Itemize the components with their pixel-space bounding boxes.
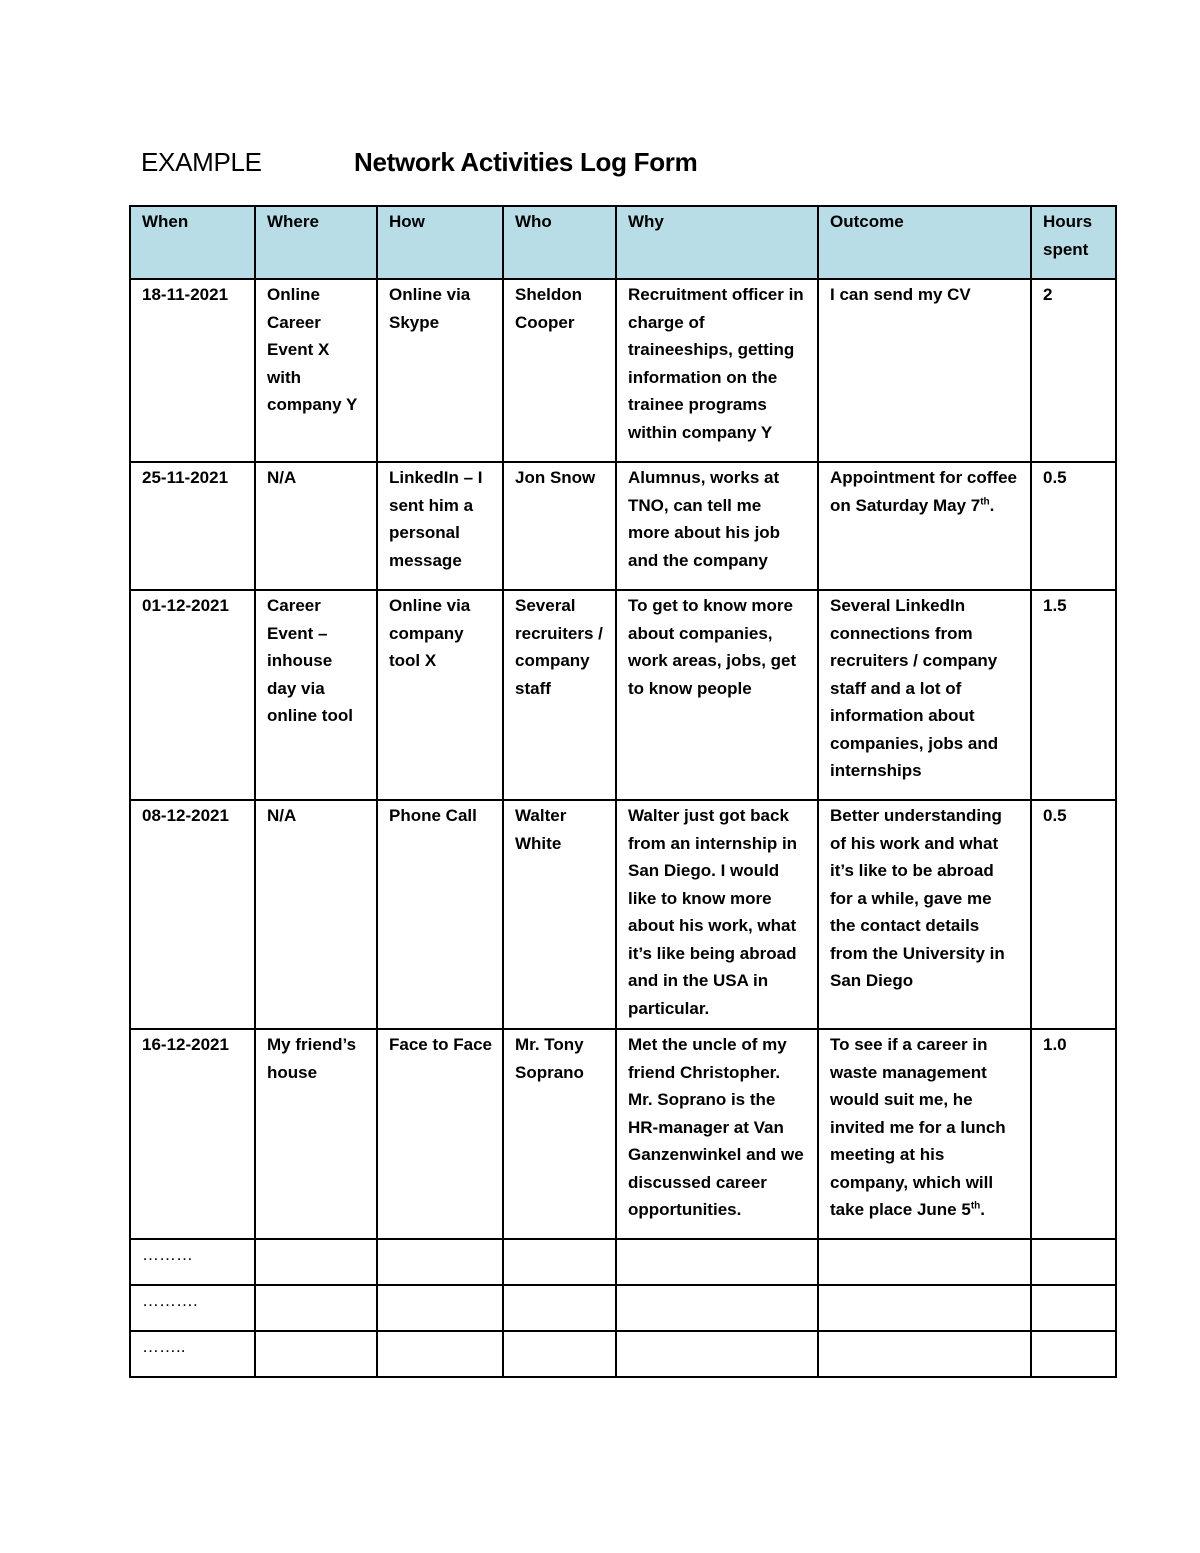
column-header-outcome: Outcome (818, 206, 1031, 279)
cell-when: 25-11-2021 (130, 462, 255, 590)
outcome-punctuation: . (989, 495, 995, 515)
empty-cell (255, 1285, 377, 1331)
column-header-how: How (377, 206, 503, 279)
column-header-why: Why (616, 206, 818, 279)
ordinal-suffix: th (980, 495, 990, 507)
table-row (130, 800, 1116, 1029)
column-header-hours-spent: Hours spent (1031, 206, 1116, 279)
cell-where: N/A (255, 800, 377, 1029)
cell-outcome (818, 462, 1031, 590)
cell-why: Recruitment officer in charge of traineeships, getting information on the trainee programs within company Y (616, 279, 818, 462)
cell-who: Mr. Tony Soprano (503, 1029, 616, 1239)
table-row (130, 1029, 1116, 1239)
outcome-punctuation: . (980, 1200, 985, 1219)
table-row (130, 462, 1116, 590)
cell-when: 18-11-2021 (130, 279, 255, 462)
placeholder-dots: …….. (130, 1331, 255, 1377)
cell-how: Phone Call (377, 800, 503, 1029)
cell-outcome: Several LinkedIn connections from recruiters / company staff and a lot of information about companies, jobs and internships (818, 590, 1031, 800)
empty-cell (377, 1285, 503, 1331)
cell-when: 08-12-2021 (130, 800, 255, 1029)
empty-cell (255, 1239, 377, 1285)
cell-hours: 0.5 (1031, 800, 1116, 1029)
cell-how: LinkedIn – I sent him a personal message (377, 462, 503, 590)
cell-hours: 1.0 (1031, 1029, 1116, 1239)
cell-why: Walter just got back from an internship in San Diego. I would like to know more about his work, what it’s like being abroad and in the USA in particular. (616, 800, 818, 1029)
empty-cell (1031, 1239, 1116, 1285)
cell-why: Alumnus, works at TNO, can tell me more about his job and the company (616, 462, 818, 590)
empty-cell (818, 1285, 1031, 1331)
empty-cell (503, 1331, 616, 1377)
cell-hours: 2 (1031, 279, 1116, 462)
placeholder-dots: ………. (130, 1285, 255, 1331)
cell-who: Several recruiters / company staff (503, 590, 616, 800)
cell-when: 16-12-2021 (130, 1029, 255, 1239)
empty-cell (616, 1331, 818, 1377)
placeholder-dots: ……… (130, 1239, 255, 1285)
outcome-text: Appointment for coffee on Saturday May 7 (830, 468, 1017, 515)
cell-how: Online via Skype (377, 279, 503, 462)
cell-hours: 0.5 (1031, 462, 1116, 590)
empty-cell (1031, 1331, 1116, 1377)
cell-why: To get to know more about companies, work areas, jobs, get to know people (616, 590, 818, 800)
cell-how: Face to Face (377, 1029, 503, 1239)
cell-when: 01-12-2021 (130, 590, 255, 800)
cell-where: My friend’s house (255, 1029, 377, 1239)
example-label: EXAMPLE (141, 147, 262, 177)
cell-hours: 1.5 (1031, 590, 1116, 800)
empty-cell (503, 1239, 616, 1285)
table-row (130, 590, 1116, 800)
cell-outcome: Better understanding of his work and what it’s like to be abroad for a while, gave me the contact details from the University in San Diego (818, 800, 1031, 1029)
empty-table-row (130, 1239, 1116, 1285)
empty-table-row (130, 1331, 1116, 1377)
ordinal-suffix: th (970, 1200, 981, 1212)
table-header-row (130, 206, 1116, 279)
empty-cell (377, 1239, 503, 1285)
page-title: Network Activities Log Form (354, 147, 698, 177)
column-header-who: Who (503, 206, 616, 279)
page-header (141, 143, 1041, 183)
cell-who: Jon Snow (503, 462, 616, 590)
cell-who: Walter White (503, 800, 616, 1029)
outcome-text: To see if a career in waste management would suit me, he invited me for a lunch meeting at his company, which will take place June 5 (830, 1035, 1006, 1219)
empty-table-row (130, 1285, 1116, 1331)
cell-why: Met the uncle of my friend Christopher. Mr. Soprano is the HR-manager at Van Ganzenwinkel and we discussed career opportunities. (616, 1029, 818, 1239)
empty-cell (616, 1285, 818, 1331)
empty-cell (818, 1239, 1031, 1285)
cell-outcome (818, 1029, 1031, 1239)
column-header-where: Where (255, 206, 377, 279)
empty-cell (818, 1331, 1031, 1377)
cell-how: Online via company tool X (377, 590, 503, 800)
cell-where: Online Career Event X with company Y (255, 279, 377, 462)
network-log-table (129, 205, 1117, 1378)
empty-cell (255, 1331, 377, 1377)
cell-outcome: I can send my CV (818, 279, 1031, 462)
column-header-when: When (130, 206, 255, 279)
table-row (130, 279, 1116, 462)
empty-cell (377, 1331, 503, 1377)
cell-where: Career Event – inhouse day via online tool (255, 590, 377, 800)
empty-cell (616, 1239, 818, 1285)
cell-where: N/A (255, 462, 377, 590)
empty-cell (1031, 1285, 1116, 1331)
empty-cell (503, 1285, 616, 1331)
cell-who: Sheldon Cooper (503, 279, 616, 462)
